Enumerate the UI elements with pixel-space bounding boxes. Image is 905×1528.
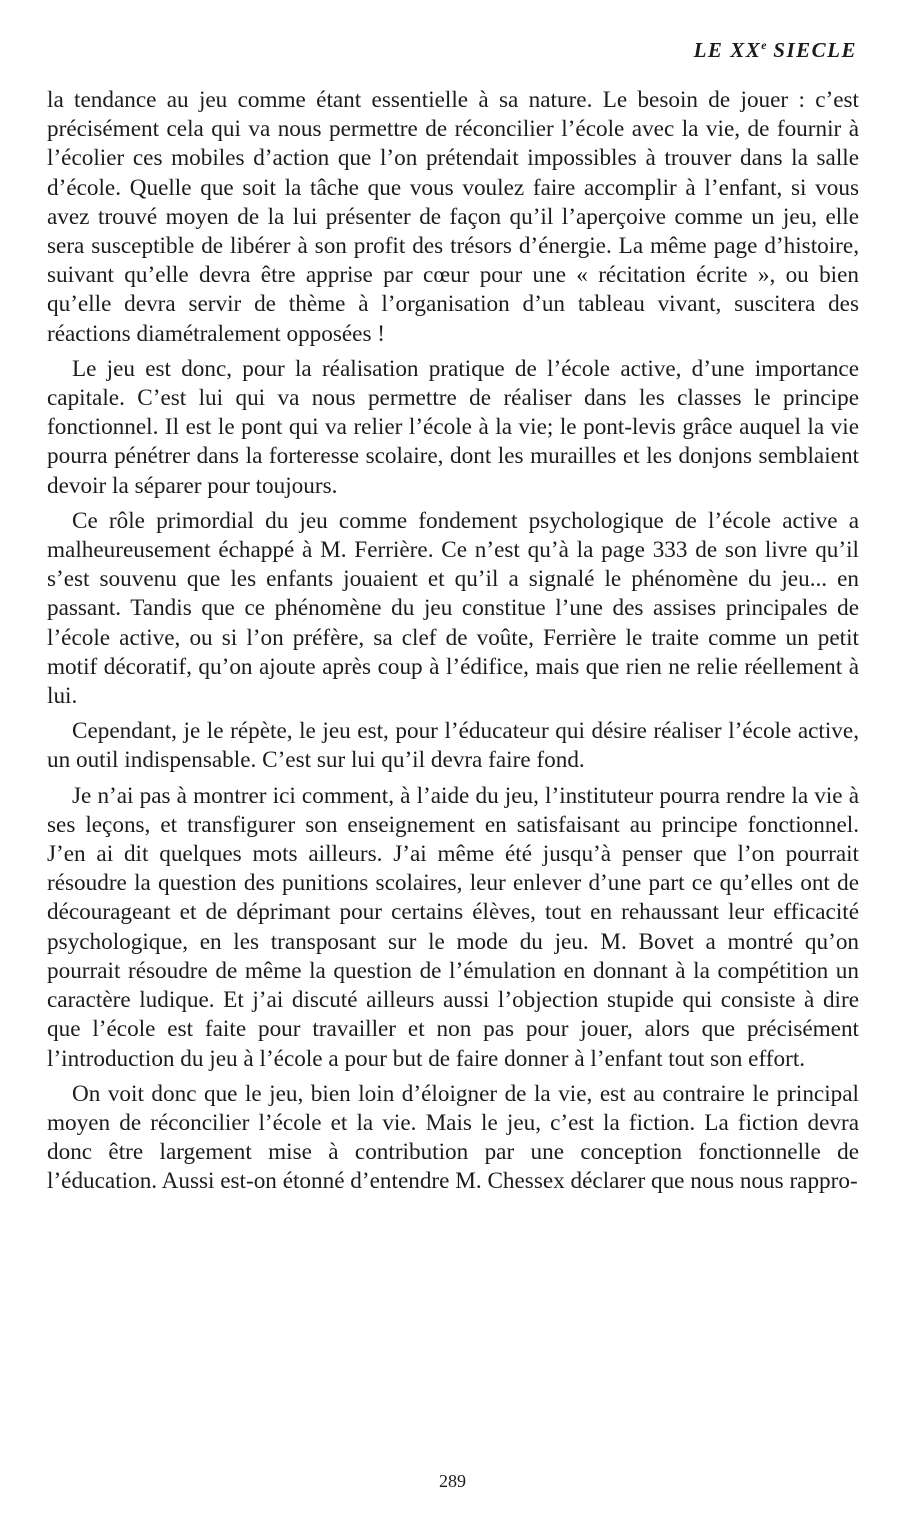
paragraph-3: Ce rôle primordial du jeu comme fondement psychologique de l’école active a malheureusement échappé à M. Ferrière. Ce n’est qu’à la page 333 de son livre qu’il s’est souvenu que les enfants jouaient et qu’il a signalé le phénomène du jeu... en passant. Tandis que ce phénomène du jeu constitue l’une des assises principales de l’école active, ou si l’on préfère, sa clef de voûte, Ferrière le traite comme un petit motif décoratif, qu’on ajoute après coup à l’édifice, mais que rien ne relie réellement à lui.	[47, 507, 859, 710]
body-text	[47, 86, 859, 1203]
page-number: 289	[439, 1471, 466, 1491]
paragraph-2: Le jeu est donc, pour la réalisation pratique de l’école active, d’une importance capitale. C’est lui qui va nous permettre de réaliser dans les classes le principe fonctionnel. Il est le pont qui va relier l’école à la vie; le pont-levis grâce auquel la vie pourra pénétrer dans la forteresse scolaire, dont les murailles et les donjons semblaient devoir la séparer pour toujours.	[47, 355, 859, 499]
paragraph-1: la tendance au jeu comme étant essentielle à sa nature. Le besoin de jouer : c’est précisément cela qui va nous permettre de réconcilier l’école avec la vie, de fournir à l’écolier ces mobiles d’action que l’on prétendait impossibles à trouver dans la salle d’école. Quelle que soit la tâche que vous voulez faire accomplir à l’enfant, si vous avez trouvé moyen de la lui présenter de façon qu’il l’aperçoive comme un jeu, elle sera susceptible de libérer à son profit des trésors d’énergie. La même page d’histoire, suivant qu’elle devra être apprise par cœur pour une « récitation écrite », ou bien qu’elle devra servir de thème à l’organisation d’un tableau vivant, suscitera des réactions diamétralement opposées !	[47, 87, 859, 347]
paragraph-6: On voit donc que le jeu, bien loin d’éloigner de la vie, est au contraire le principal moyen de réconcilier l’école et la vie. Mais le jeu, c’est la fiction. La fiction devra donc être largement mise à contribution par une conception fonctionnelle de l’éducation. Aussi est-on étonné d’entendre M. Chessex déclarer que nous nous rappro-	[47, 1080, 859, 1195]
paragraph-4: Cependant, je le répète, le jeu est, pour l’éducateur qui désire réaliser l’école active, un outil indispensable. C’est sur lui qu’il devra faire fond.	[47, 718, 859, 774]
paragraph-5: Je n’ai pas à montrer ici comment, à l’aide du jeu, l’instituteur pourra rendre la vie à ses leçons, et transfigurer son enseignement en satisfaisant au principe fonctionnel. J’en ai dit quelques mots ailleurs. J’ai même été jusqu’à penser que l’on pourrait résoudre la question des punitions scolaires, leur enlever d’une part ce qu’elles ont de décourageant et de déprimant pour certains élèves, tout en rehaussant leur efficacité psychologique, en les transposant sur le mode du jeu. M. Bovet a montré qu’on pourrait résoudre de même la question de l’émulation en donnant à la compétition un caractère ludique. Et j’ai discuté ailleurs aussi l’objection stupide qui consiste à dire que l’école est faite pour travailler et non pas pour jouer, alors que précisément l’introduction du jeu à l’école a pour but de faire donner à l’enfant tout son effort.	[47, 782, 859, 1072]
running-head-superscript: e	[761, 38, 767, 52]
running-head-main: LE XX	[693, 38, 762, 62]
running-head-tail: SIECLE	[766, 38, 857, 62]
running-head	[694, 38, 857, 63]
